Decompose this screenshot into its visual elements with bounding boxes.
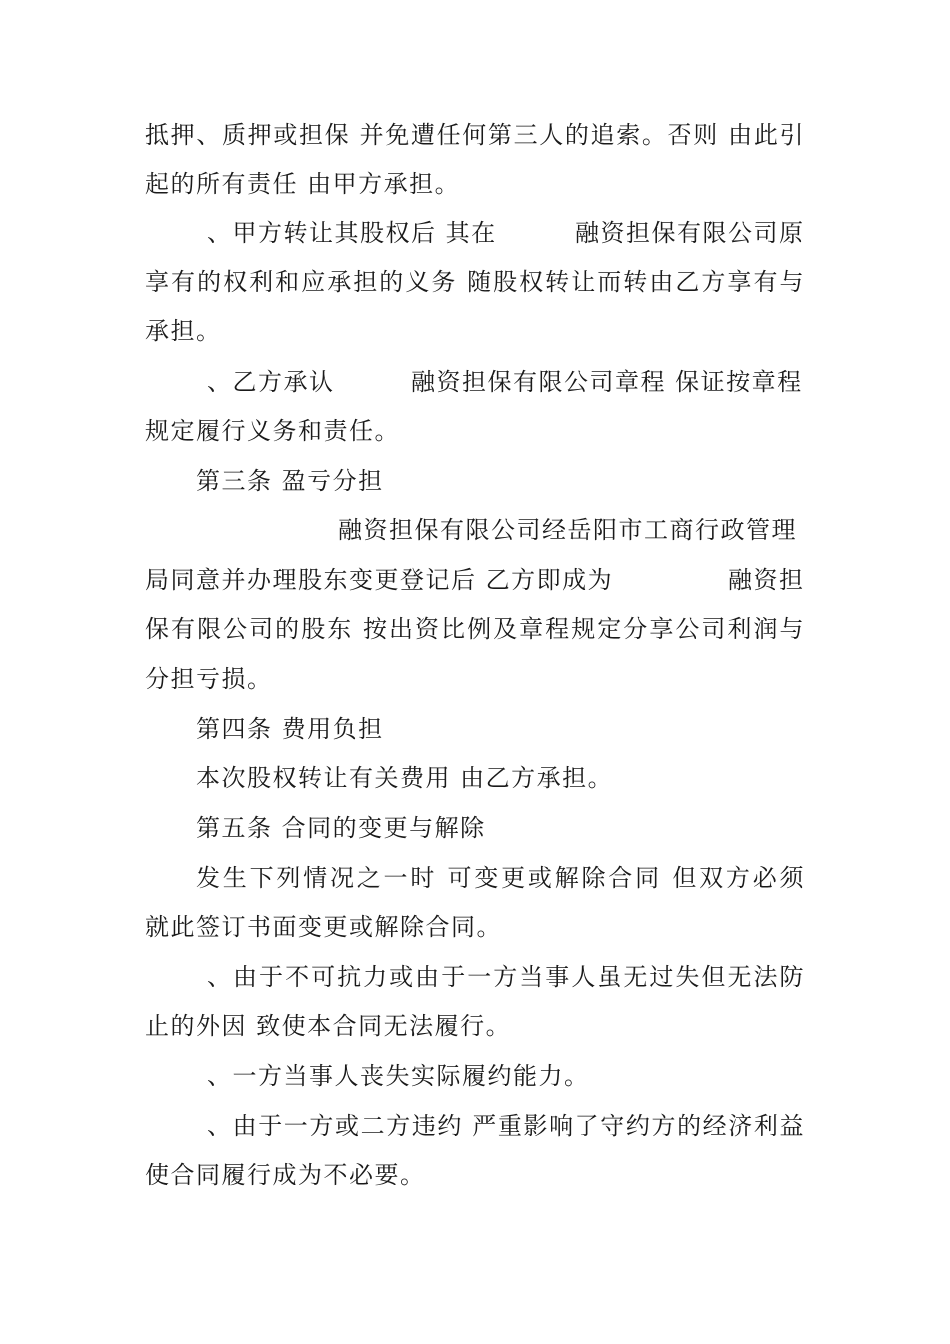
section-heading: 第四条 费用负担 xyxy=(196,715,384,743)
text-line: 融资担保有限公司章程 保证按章程 xyxy=(411,368,803,396)
text-line: 、由于一方或二方违约 严重影响了守约方的经济利益 xyxy=(207,1112,805,1140)
section-heading: 第三条 盈亏分担 xyxy=(196,467,384,495)
text-line: 抵押、质押或担保 并免遭任何第三人的追索。否则 由此引 xyxy=(145,121,805,149)
text-line: 、乙方承认 xyxy=(207,368,335,396)
text-line: 使合同履行成为不必要。 xyxy=(145,1161,426,1189)
text-line: 、由于不可抗力或由于一方当事人虽无过失但无法防 xyxy=(207,963,805,991)
text-line: 就此签订书面变更或解除合同。 xyxy=(145,913,502,941)
text-line: 保有限公司的股东 按出资比例及章程规定分享公司利润与 xyxy=(145,615,805,643)
text-line: 融资担保有限公司原 xyxy=(575,219,805,247)
text-line: 享有的权利和应承担的义务 随股权转让而转由乙方享有与 xyxy=(145,268,805,296)
text-line: 起的所有责任 由甲方承担。 xyxy=(145,170,461,198)
text-line: 止的外因 致使本合同无法履行。 xyxy=(145,1012,512,1040)
text-line: 承担。 xyxy=(145,317,222,345)
text-line: 、甲方转让其股权后 其在 xyxy=(207,219,497,247)
text-line: 融资担 xyxy=(728,566,805,594)
text-line: 本次股权转让有关费用 由乙方承担。 xyxy=(196,764,614,792)
text-line: 、一方当事人丧失实际履约能力。 xyxy=(207,1062,590,1090)
section-heading: 第五条 合同的变更与解除 xyxy=(196,814,486,842)
text-line: 局同意并办理股东变更登记后 乙方即成为 xyxy=(145,566,614,594)
text-line: 发生下列情况之一时 可变更或解除合同 但双方必须 xyxy=(196,864,805,892)
text-line: 融资担保有限公司经岳阳市工商行政管理 xyxy=(338,516,797,544)
text-line: 分担亏损。 xyxy=(145,665,273,693)
text-line: 规定履行义务和责任。 xyxy=(145,417,400,445)
